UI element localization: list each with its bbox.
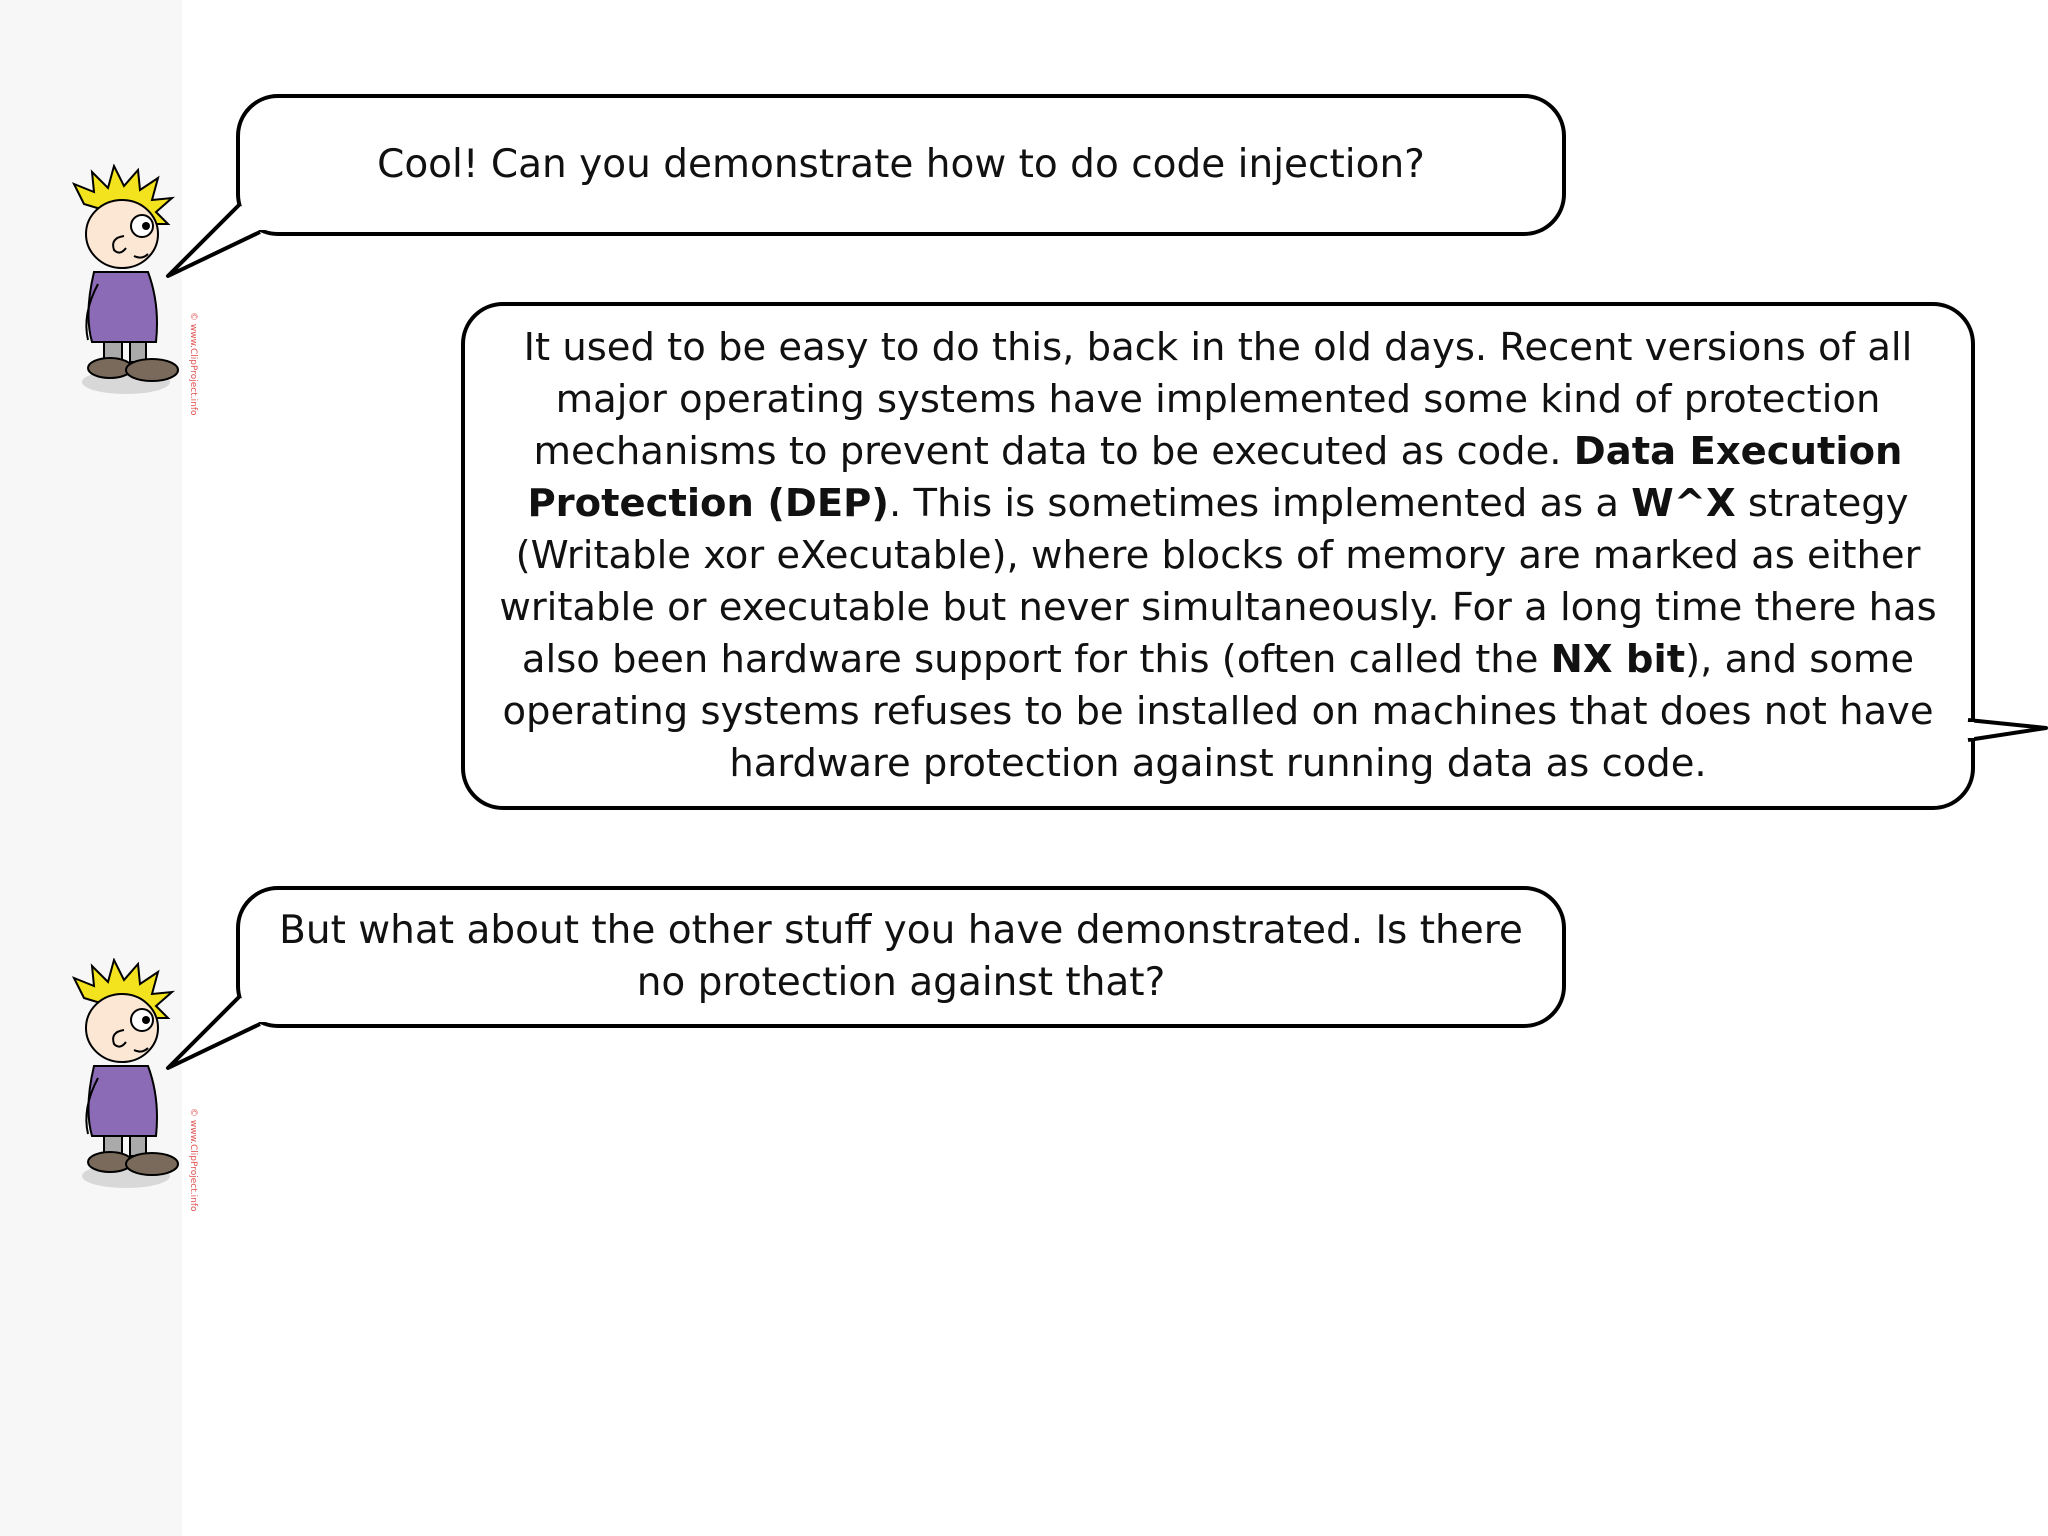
question-2-text: But what about the other stuff you have demonstrated. Is there no protection against that? [279, 908, 1523, 1005]
speech-bubble-answer-1 [461, 302, 1975, 810]
answer-1-segment-5: strategy (Writable xor eXecutable), where blocks of memory are marked as either writable or executable but never simultaneously. For a long time there has also been hardware support for this (often called the [499, 481, 1937, 682]
answer-1-segment-7: ), and some operating systems refuses to be installed on machines that does not have hardware protection against running data as code. [502, 637, 1934, 786]
answer-1-segment-3: . This is sometimes implemented as a [889, 481, 1632, 526]
question-1-text: Cool! Can you demonstrate how to do code injection? [377, 142, 1425, 187]
speech-bubble-question-1 [236, 94, 1566, 236]
speech-bubble-tail-1 [160, 196, 270, 284]
speech-bubble-question-2 [236, 886, 1566, 1028]
speech-bubble-tail-2 [1960, 700, 2048, 756]
answer-1-nx-term: NX bit [1550, 637, 1686, 682]
answer-1-text [475, 322, 1961, 790]
character-signature-1: © www.ClipProject.info [188, 312, 198, 416]
answer-1-dep-term: Data Execution Protection (DEP) [527, 429, 1903, 526]
speech-bubble-tail-3 [160, 988, 270, 1076]
answer-1-wx-term: W^X [1631, 481, 1736, 526]
character-signature-2: © www.ClipProject.info [188, 1108, 198, 1212]
answer-1-segment-1: It used to be easy to do this, back in the old days. Recent versions of all major operating systems have implemented some kind of protection mechanisms to prevent data to be executed as code. [523, 325, 1913, 474]
